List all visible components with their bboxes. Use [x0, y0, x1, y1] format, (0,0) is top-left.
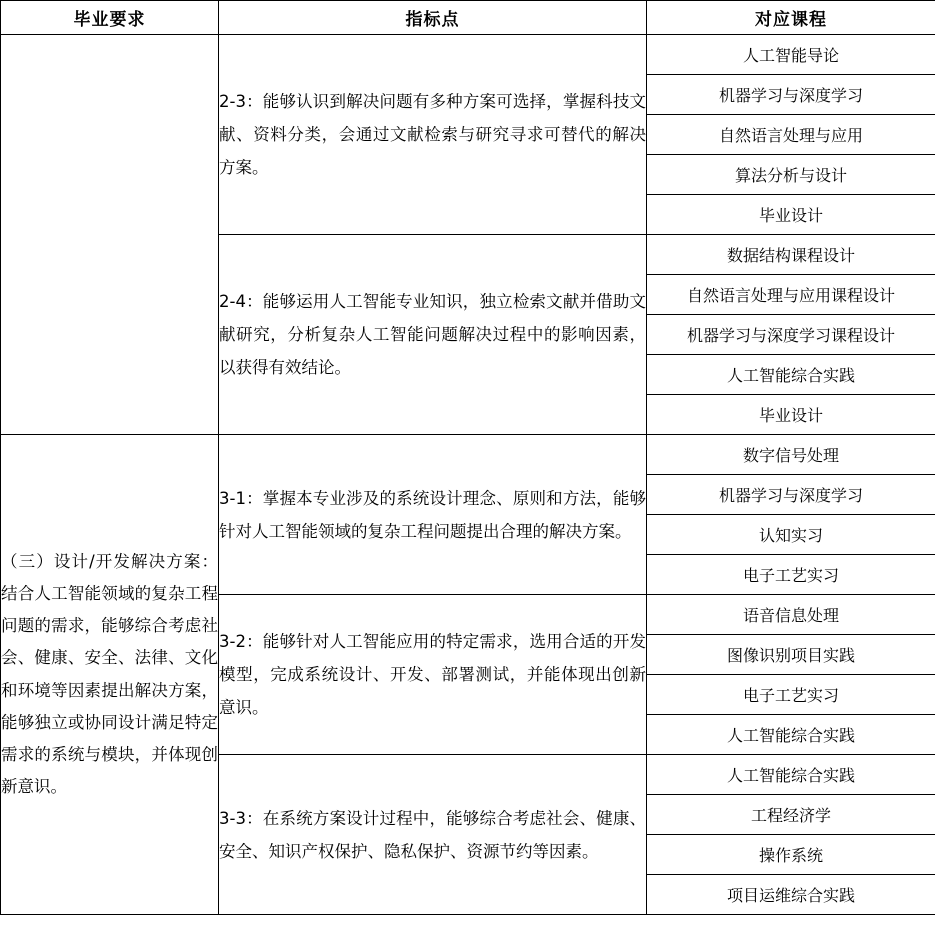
course-cell: 电子工艺实习: [647, 675, 935, 715]
course-cell: 机器学习与深度学习: [647, 75, 935, 115]
course-cell: 人工智能综合实践: [647, 755, 935, 795]
table-row: [1, 435, 935, 475]
course-cell: 数字信号处理: [647, 435, 935, 475]
course-cell: 毕业设计: [647, 195, 935, 235]
course-cell: 人工智能综合实践: [647, 355, 935, 395]
course-cell: 机器学习与深度学习: [647, 475, 935, 515]
indicator-cell: 3-1：掌握本专业涉及的系统设计理念、原则和方法，能够针对人工智能领域的复杂工程问题提出合理的解决方案。: [219, 435, 647, 595]
table-row: [1, 35, 935, 75]
course-cell: 认知实习: [647, 515, 935, 555]
requirement-cell: （三）设计/开发解决方案：结合人工智能领域的复杂工程问题的需求，能够综合考虑社会、健康、安全、法律、文化和环境等因素提出解决方案，能够独立或协同设计满足特定需求的系统与模块，并体现创新意识。: [1, 435, 219, 915]
indicator-cell: 2-3：能够认识到解决问题有多种方案可选择，掌握科技文献、资料分类，会通过文献检索与研究寻求可替代的解决方案。: [219, 35, 647, 235]
course-cell: 数据结构课程设计: [647, 235, 935, 275]
indicator-cell: 3-2：能够针对人工智能应用的特定需求，选用合适的开发模型，完成系统设计、开发、部署测试，并能体现出创新意识。: [219, 595, 647, 755]
course-cell: 电子工艺实习: [647, 555, 935, 595]
course-cell: 毕业设计: [647, 395, 935, 435]
course-cell: 图像识别项目实践: [647, 635, 935, 675]
course-cell: 操作系统: [647, 835, 935, 875]
requirement-cell: [1, 35, 219, 435]
column-header-course: 对应课程: [647, 1, 935, 35]
table-header: [1, 1, 935, 35]
column-header-requirement: 毕业要求: [1, 1, 219, 35]
course-cell: 语音信息处理: [647, 595, 935, 635]
indicator-cell: 3-3：在系统方案设计过程中，能够综合考虑社会、健康、安全、知识产权保护、隐私保护、资源节约等因素。: [219, 755, 647, 915]
course-cell: 算法分析与设计: [647, 155, 935, 195]
table-body: [1, 35, 935, 915]
course-cell: 自然语言处理与应用: [647, 115, 935, 155]
indicator-cell: 2-4：能够运用人工智能专业知识，独立检索文献并借助文献研究，分析复杂人工智能问题解决过程中的影响因素，以获得有效结论。: [219, 235, 647, 435]
course-cell: 自然语言处理与应用课程设计: [647, 275, 935, 315]
course-cell: 工程经济学: [647, 795, 935, 835]
column-header-indicator: 指标点: [219, 1, 647, 35]
table-header-row: [1, 1, 935, 35]
course-cell: 人工智能综合实践: [647, 715, 935, 755]
course-cell: 人工智能导论: [647, 35, 935, 75]
course-cell: 机器学习与深度学习课程设计: [647, 315, 935, 355]
course-cell: 项目运维综合实践: [647, 875, 935, 915]
